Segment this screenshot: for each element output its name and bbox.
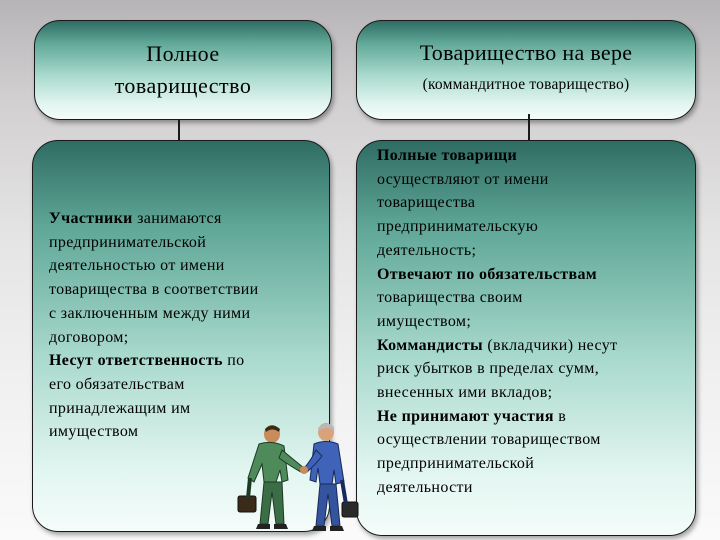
text-run: предпринимательскую (377, 218, 539, 236)
text-run: деятельности (377, 478, 473, 496)
text-line (49, 373, 259, 397)
text-run: в (553, 407, 567, 425)
text-line (49, 278, 259, 302)
bold-text-run: Коммандисты (377, 336, 484, 354)
text-run: предпринимательской (49, 233, 207, 251)
text-line (49, 254, 259, 278)
left-connector-line (178, 120, 180, 142)
handshake-businessmen-icon (224, 420, 374, 538)
text-run: товарищества (377, 194, 476, 212)
text-run: (вкладчики) несут (483, 336, 618, 354)
text-line (377, 286, 617, 310)
limited-partnership-title: Товарищество на вере (419, 40, 633, 65)
text-run: принадлежащим им (49, 399, 191, 417)
text-run: предпринимательской (377, 455, 535, 473)
text-run: товарищества в соответствии (49, 281, 259, 299)
title-line-2: товарищество (114, 73, 252, 98)
text-line (377, 381, 617, 405)
right-connector-line (528, 114, 530, 140)
full-partnership-title (115, 38, 252, 102)
text-line (377, 215, 617, 239)
bold-text-run: Участники (49, 210, 133, 227)
text-line (377, 452, 617, 476)
text-line (377, 428, 617, 452)
bold-text-run: Несут ответственность (49, 352, 223, 370)
text-run: по (222, 352, 245, 370)
text-line (377, 310, 617, 334)
text-run: деятельность; (377, 241, 477, 259)
text-run: осуществляют от имени (377, 170, 549, 188)
bold-text-run: Отвечают по обязательствам (377, 265, 598, 283)
text-run: товарищества своим (377, 289, 523, 307)
bold-text-run: Не принимают участия (377, 407, 554, 425)
text-line (377, 168, 617, 192)
text-run: риск убытков в пределах сумм, (377, 360, 600, 378)
text-line (377, 357, 617, 381)
text-run: имуществом (49, 423, 139, 441)
text-line (377, 239, 617, 263)
text-line (377, 263, 617, 287)
text-line (377, 334, 617, 358)
full-partnership-description (49, 207, 259, 444)
text-run: деятельностью от имени (49, 257, 225, 275)
left-businessman (238, 425, 304, 529)
full-partnership-header (34, 20, 332, 120)
bold-text-run: Полные товарищи (377, 147, 518, 164)
text-run: занимаются (132, 210, 222, 227)
text-line (49, 302, 259, 326)
text-line (49, 207, 259, 231)
text-line (377, 144, 617, 168)
limited-partnership-header (356, 20, 696, 120)
text-run: имуществом; (377, 312, 472, 330)
text-run: его обязательствам (49, 375, 185, 393)
text-line (49, 326, 259, 350)
text-line (49, 349, 259, 373)
right-businessman (304, 423, 358, 531)
text-line (377, 191, 617, 215)
text-run: с заключенным между ними (49, 304, 251, 322)
title-line-1: Полное (146, 41, 220, 67)
text-run: договором; (49, 328, 129, 346)
text-run: осуществлении товариществом (377, 431, 601, 449)
limited-partnership-description (377, 144, 617, 500)
text-line (49, 231, 259, 255)
text-line (377, 476, 617, 500)
text-run: внесенных ими вкладов; (377, 384, 553, 402)
text-line (49, 397, 259, 421)
limited-partnership-subtitle: (коммандитное товарищество) (422, 76, 630, 93)
text-line (377, 405, 617, 429)
